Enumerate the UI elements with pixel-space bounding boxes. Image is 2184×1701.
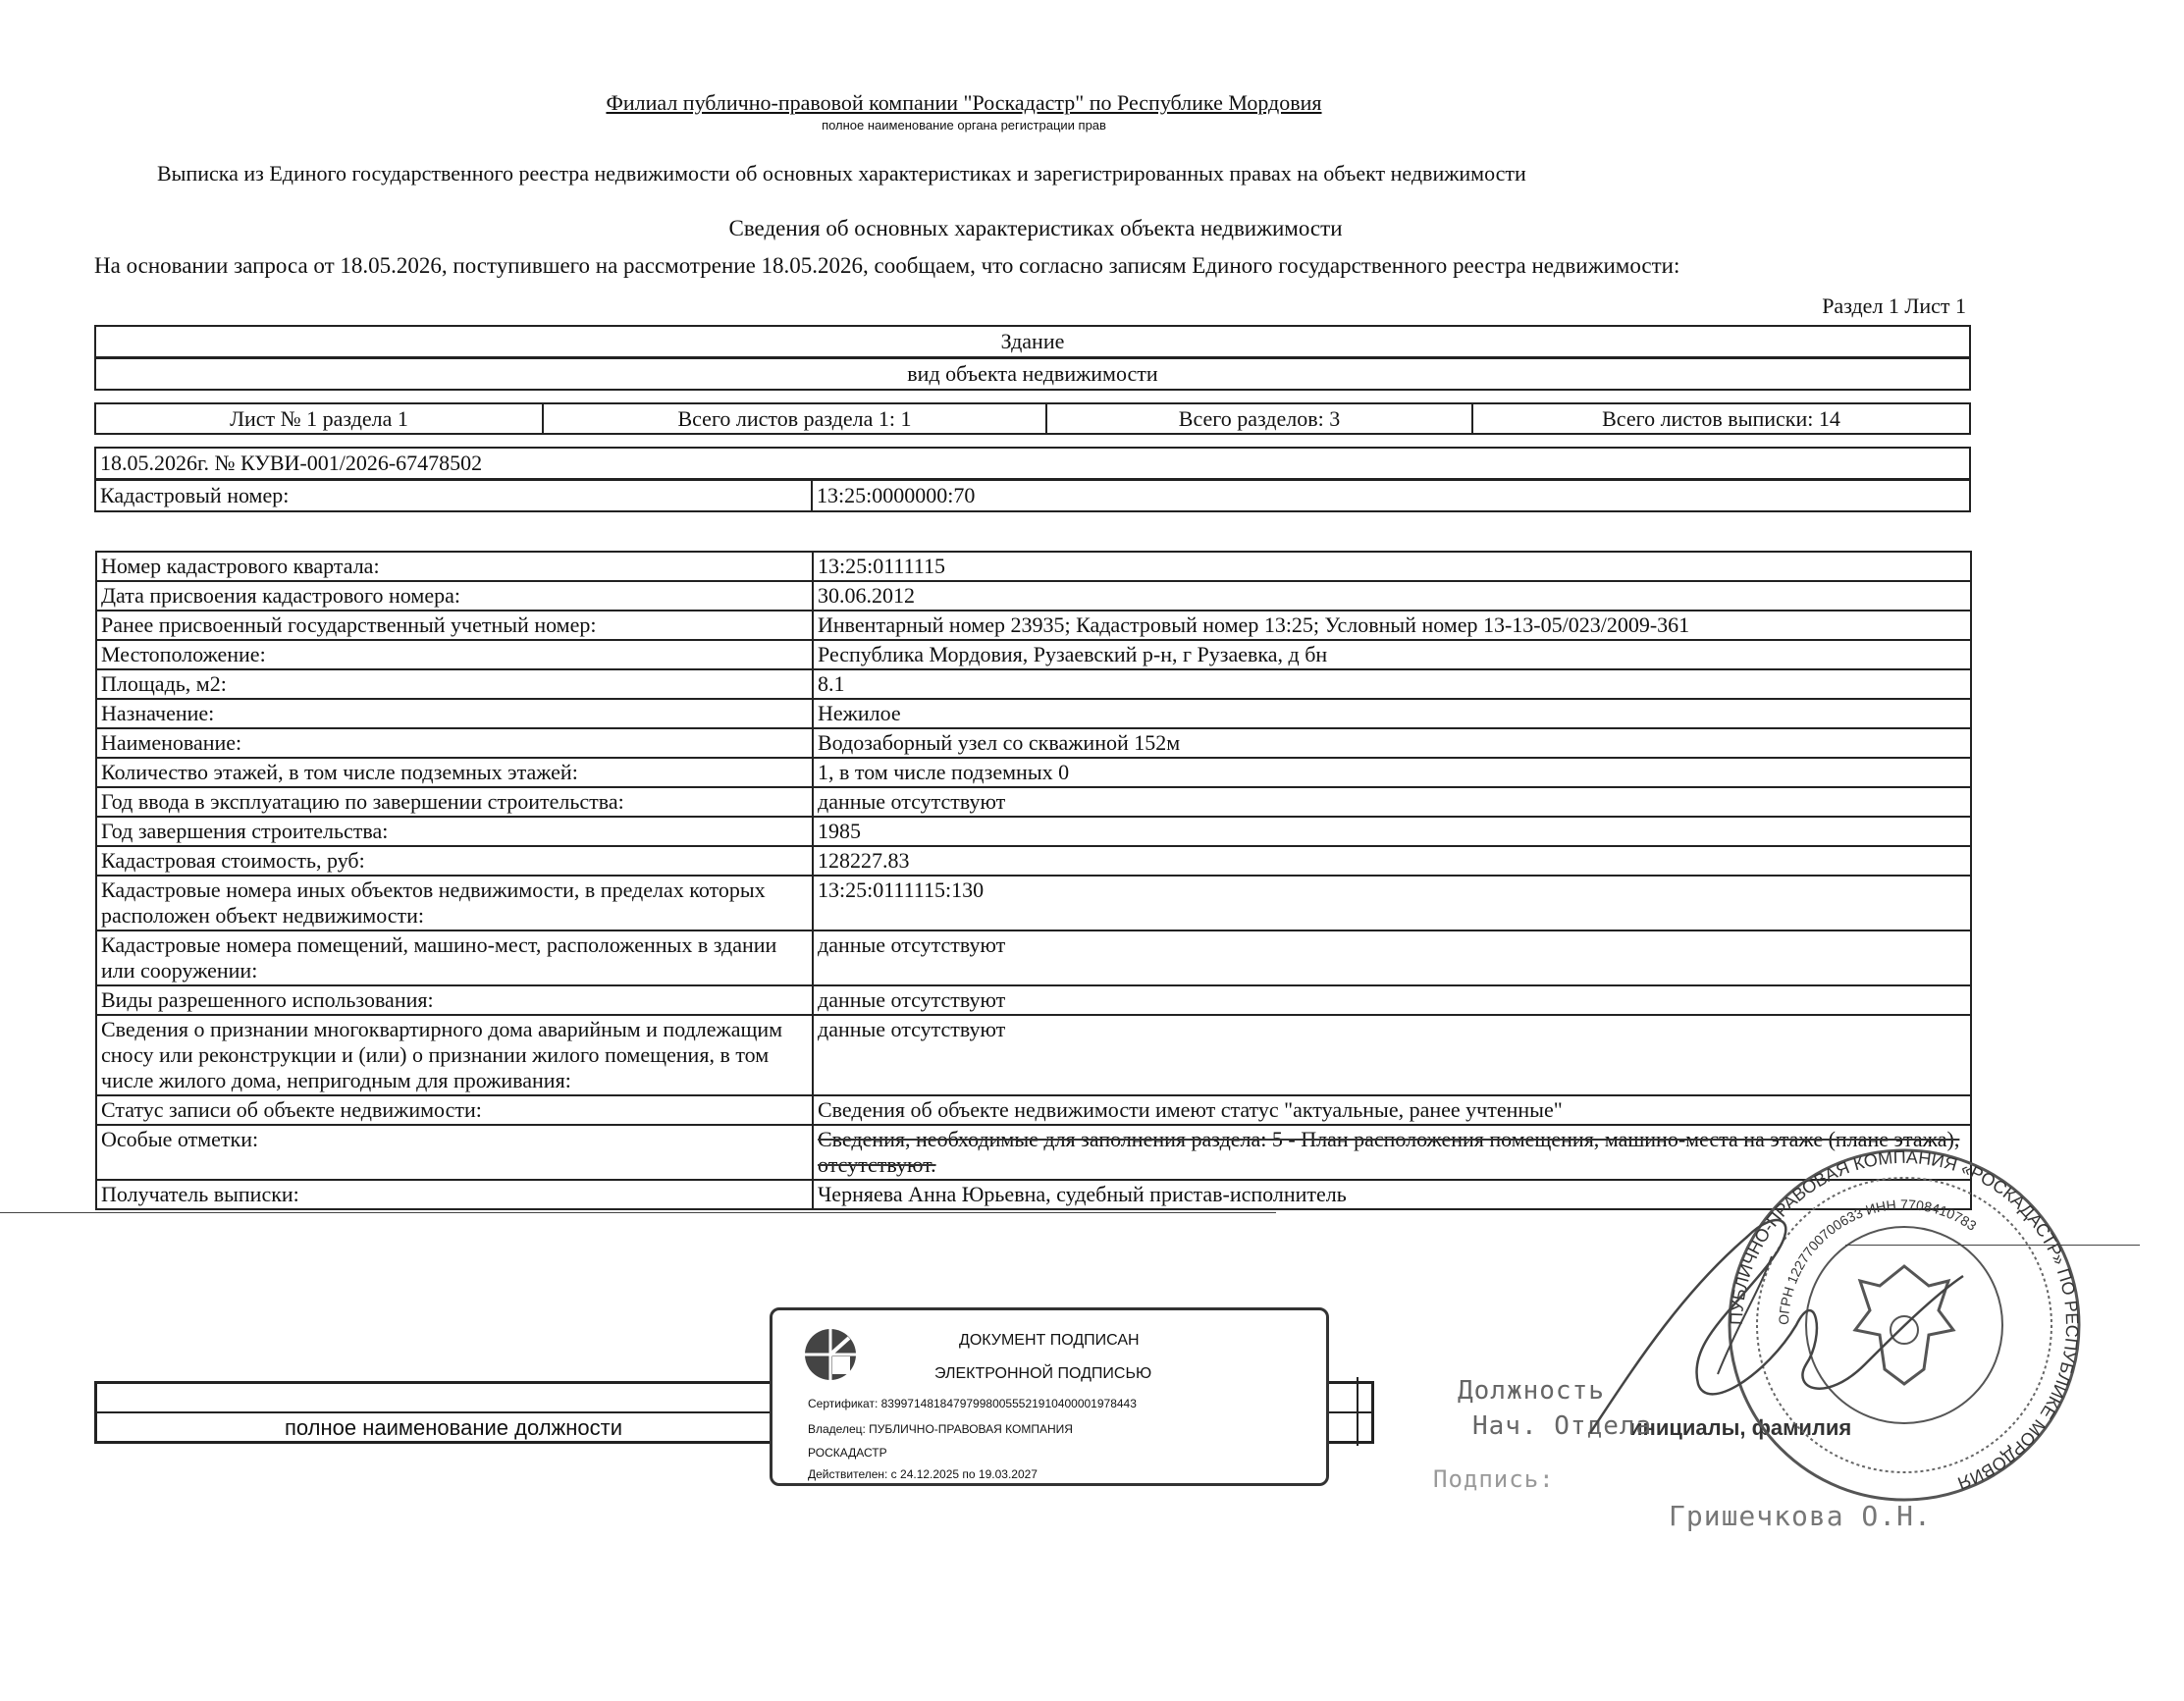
table-row: [96, 1095, 1971, 1125]
row-value: Сведения, необходимые для заполнения раздела: 5 - План расположения помещения, машино-места на этаже (плане этажа), отсутствуют.: [813, 1125, 1971, 1180]
position-caption: полное наименование должности: [285, 1415, 623, 1440]
table-row: [96, 581, 1971, 611]
row-value: Республика Мордовия, Рузаевский р-н, г Рузаевка, д бн: [813, 640, 1971, 669]
row-value: данные отсутствуют: [813, 930, 1971, 985]
basis-text: На основании запроса от 18.05.2026, поступившего на рассмотрение 18.05.2026, сообщаем, что согласно записям Единого государственного реестра недвижимости:: [94, 253, 1680, 278]
row-value: 128227.83: [813, 846, 1971, 876]
total-sections-cell: [1045, 402, 1473, 435]
table-row: [96, 552, 1971, 581]
table-row: [96, 985, 1971, 1015]
row-label: Статус записи об объекте недвижимости:: [96, 1095, 813, 1125]
row-label: Площадь, м2:: [96, 669, 813, 699]
sheet-number: Лист № 1 раздела 1: [230, 405, 408, 431]
row-label: Кадастровая стоимость, руб:: [96, 846, 813, 876]
row-value: Водозаборный узел со скважиной 152м: [813, 728, 1971, 758]
row-label: Ранее присвоенный государственный учетный номер:: [96, 611, 813, 640]
cadastral-label-cell: [94, 479, 813, 512]
row-value: Сведения об объекте недвижимости имеют статус "актуальные, ранее учтенные": [813, 1095, 1971, 1125]
row-label: Номер кадастрового квартала:: [96, 552, 813, 581]
e-sign-owner: Владелец: ПУБЛИЧНО-ПРАВОВАЯ КОМПАНИЯ: [808, 1422, 1073, 1436]
handwritten-position: Должность: [1458, 1376, 1605, 1406]
row-label: Год ввода в эксплуатацию по завершении строительства:: [96, 787, 813, 817]
table-row: [96, 787, 1971, 817]
table-row: [96, 611, 1971, 640]
e-sign-cert: Сертификат: 839971481847979980055521910400001978443: [808, 1397, 1137, 1410]
row-label: Количество этажей, в том числе подземных этажей:: [96, 758, 813, 787]
signature-label: Подпись:: [1433, 1465, 1555, 1493]
table-row: [96, 758, 1971, 787]
object-type: [94, 325, 1971, 358]
object-type-value: Здание: [1000, 329, 1065, 353]
row-value: данные отсутствуют: [813, 1015, 1971, 1095]
row-value: 1, в том числе подземных 0: [813, 758, 1971, 787]
e-signature-box: [770, 1307, 1329, 1486]
handwritten-signature: [1571, 1178, 1983, 1472]
total-extract-sheets: Всего листов выписки: 14: [1602, 405, 1840, 431]
total-extract-sheets-cell: [1471, 402, 1971, 435]
row-value: 30.06.2012: [813, 581, 1971, 611]
row-value: Нежилое: [813, 699, 1971, 728]
e-sign-owner2: РОСКАДАСТР: [808, 1446, 887, 1460]
org-name: Филиал публично-правовой компании "Роскадастр" по Республике Мордовия: [606, 90, 1322, 115]
table-row: [96, 640, 1971, 669]
cadastral-value: 13:25:0000000:70: [817, 483, 976, 507]
row-value: 1985: [813, 817, 1971, 846]
row-value: Инвентарный номер 23935; Кадастровый номер 13:25; Условный номер 13-13-05/023/2009-361: [813, 611, 1971, 640]
row-value: Черняева Анна Юрьевна, судебный пристав-исполнитель: [813, 1180, 1971, 1209]
row-label: Сведения о признании многоквартирного дома аварийным и подлежащим сносу или реконструкции и (или) о признании жилого помещения, в том числе жилого дома, непригодным для проживания:: [96, 1015, 813, 1095]
doc-number-row: [94, 447, 1971, 480]
table-row: [96, 699, 1971, 728]
e-sign-valid: Действителен: с 24.12.2025 по 19.03.2027: [808, 1467, 1038, 1481]
e-sign-line2: ЭЛЕКТРОННОЙ ПОДПИСЬЮ: [934, 1365, 1152, 1382]
section-title: Сведения об основных характеристиках объекта недвижимости: [728, 216, 1343, 240]
roskadastr-logo-icon: [802, 1324, 859, 1385]
doc-date-number: 18.05.2026г. № КУВИ-001/2026-67478502: [100, 451, 483, 475]
row-value: 8.1: [813, 669, 1971, 699]
total-section-sheets-cell: [542, 402, 1047, 435]
row-label: Кадастровые номера помещений, машино-мест, расположенных в здании или сооружении:: [96, 930, 813, 985]
cadastral-label: Кадастровый номер:: [100, 483, 290, 507]
row-value: 13:25:0111115: [813, 552, 1971, 581]
sheet-number-cell: [94, 402, 544, 435]
stamp-inner-text: ОГРН 1227700700633 ИНН 7708410783: [1775, 1196, 1980, 1326]
row-label: Наименование:: [96, 728, 813, 758]
table-row: [96, 1125, 1971, 1180]
org-caption: полное наименование органа регистрации прав: [822, 118, 1106, 133]
object-type-caption-box: [94, 357, 1971, 391]
row-label: Назначение:: [96, 699, 813, 728]
initials-caption: инициалы, фамилия: [1629, 1415, 1852, 1440]
row-value: данные отсутствуют: [813, 787, 1971, 817]
row-label: Дата присвоения кадастрового номера:: [96, 581, 813, 611]
characteristics-table: [95, 551, 1972, 1210]
row-label: Особые отметки:: [96, 1125, 813, 1180]
handwritten-department: Нач. Отдела: [1472, 1411, 1653, 1441]
table-row: [96, 669, 1971, 699]
row-value: данные отсутствуют: [813, 985, 1971, 1015]
row-value: 13:25:0111115:130: [813, 876, 1971, 930]
row-label: Год завершения строительства:: [96, 817, 813, 846]
e-sign-line1: ДОКУМЕНТ ПОДПИСАН: [959, 1332, 1140, 1349]
extract-title: Выписка из Единого государственного реестра недвижимости об основных характеристиках и зарегистрированных правах на объект недвижимости: [157, 161, 1526, 186]
stamp-outer-text: ПУБЛИЧНО-ПРАВОВАЯ КОМПАНИЯ «РОСКАДАСТР» ПО РЕСПУБЛИКЕ МОРДОВИЯ: [1726, 1146, 2083, 1494]
cadastral-value-cell: [811, 479, 1971, 512]
object-type-caption: вид объекта недвижимости: [907, 361, 1158, 386]
row-label: Виды разрешенного использования:: [96, 985, 813, 1015]
row-label: Местоположение:: [96, 640, 813, 669]
table-row: [96, 930, 1971, 985]
table-row: [96, 876, 1971, 930]
handwritten-name: Гришечкова О.Н.: [1669, 1500, 1932, 1532]
total-sections: Всего разделов: 3: [1178, 405, 1341, 431]
table-row: [96, 1015, 1971, 1095]
scan-line-right: [1845, 1245, 2140, 1246]
sheet-label: Раздел 1 Лист 1: [1822, 293, 1966, 318]
total-section-sheets: Всего листов раздела 1: 1: [677, 405, 912, 431]
row-label: Кадастровые номера иных объектов недвижимости, в пределах которых расположен объект недвижимости:: [96, 876, 813, 930]
scan-line-left: [0, 1212, 1276, 1213]
table-row: [96, 728, 1971, 758]
table-row: [96, 846, 1971, 876]
position-separator: [1357, 1377, 1358, 1446]
row-label: Получатель выписки:: [96, 1180, 813, 1209]
table-row: [96, 817, 1971, 846]
